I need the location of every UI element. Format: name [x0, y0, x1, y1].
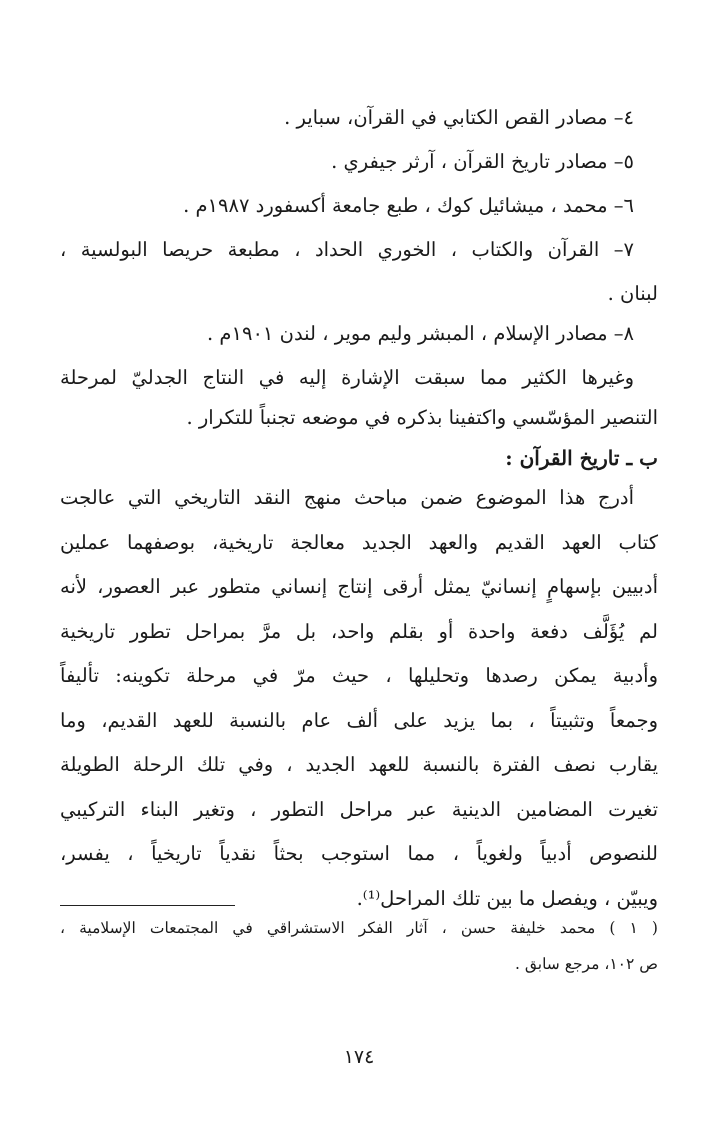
paragraph-line: أدرج هذا الموضوع ضمن مباحث منهج النقد التاريخي التي عالجت: [60, 486, 634, 509]
reference-item: ٤– مصادر القص الكتابي في القرآن، سباير .: [284, 106, 634, 129]
section-heading: ب ـ تاريخ القرآن :: [505, 446, 658, 470]
reference-item: ٧– القرآن والكتاب ، الخوري الحداد ، مطبعة حريصا البولسية ،: [60, 238, 634, 261]
reference-item: ٥– مصادر تاريخ القرآن ، آرثر جيفري .: [331, 150, 634, 173]
reference-item: ٦– محمد ، ميشائيل كوك ، طبع جامعة أكسفورد ١٩٨٧م .: [183, 194, 634, 217]
paragraph-line: وجمعاً وتثبيتاً ، بما يزيد على ألف عام بالنسبة للعهد القديم، وما: [60, 708, 658, 732]
paragraph-line: لم يُؤَلَّف دفعة واحدة أو بقلم واحد، بل مرَّ بمراحل تطور تاريخية: [60, 619, 658, 643]
intro-paragraph: [60, 366, 658, 446]
paragraph-line: تغيرت المضامين الدينية عبر مراحل التطور ، وتغير البناء التركيبي: [60, 797, 658, 821]
paragraph-line: كتاب العهد القديم والعهد الجديد معالجة تاريخية، بوصفهما عملين: [60, 530, 658, 554]
footnote: [60, 919, 658, 991]
paragraph-line: للنصوص أدبياً ولغوياً ، مما استوجب بحثاً نقدياً تاريخياً ، يفسر،: [60, 842, 658, 865]
paragraph-line: وأدبية يمكن رصدها وتحليلها ، حيث مرّ في مرحلة تكوينه: تأليفاً: [60, 664, 658, 687]
reference-list: [60, 106, 658, 366]
paragraph-line: وغيرها الكثير مما سبقت الإشارة إليه في النتاج الجدليّ لمرحلة: [60, 366, 634, 389]
footnote-divider: [60, 905, 235, 906]
page-body: [60, 106, 658, 1068]
footnote-line: ص ١٠٢، مرجع سابق .: [514, 955, 658, 973]
reference-item: ٨– مصادر الإسلام ، المبشر وليم موير ، لندن ١٩٠١م .: [207, 322, 634, 345]
paragraph-line: التنصير المؤسّسي واكتفينا بذكره في موضعه تجنباً للتكرار .: [186, 406, 658, 429]
footnote-line: ( ١ ) محمد خليفة حسن ، آثار الفكر الاستشراقي في المجتمعات الإسلامية ،: [60, 919, 658, 937]
paragraph-line: أدبيين بإسهامٍ إنسانيّ يمثل أرقى إنتاج إنساني متطور عبر العصور، لأنه: [60, 575, 658, 598]
paragraph-line: يقارب نصف الفترة بالنسبة للعهد الجديد ، وفي تلك الرحلة الطويلة: [60, 753, 658, 776]
paragraph-line: ويبيّن ، ويفصل ما بين تلك المراحل⁽¹⁾.: [356, 886, 658, 910]
body-paragraph: [60, 486, 658, 931]
reference-item-continuation: لبنان .: [607, 282, 658, 305]
page-number: ١٧٤: [343, 1046, 375, 1068]
